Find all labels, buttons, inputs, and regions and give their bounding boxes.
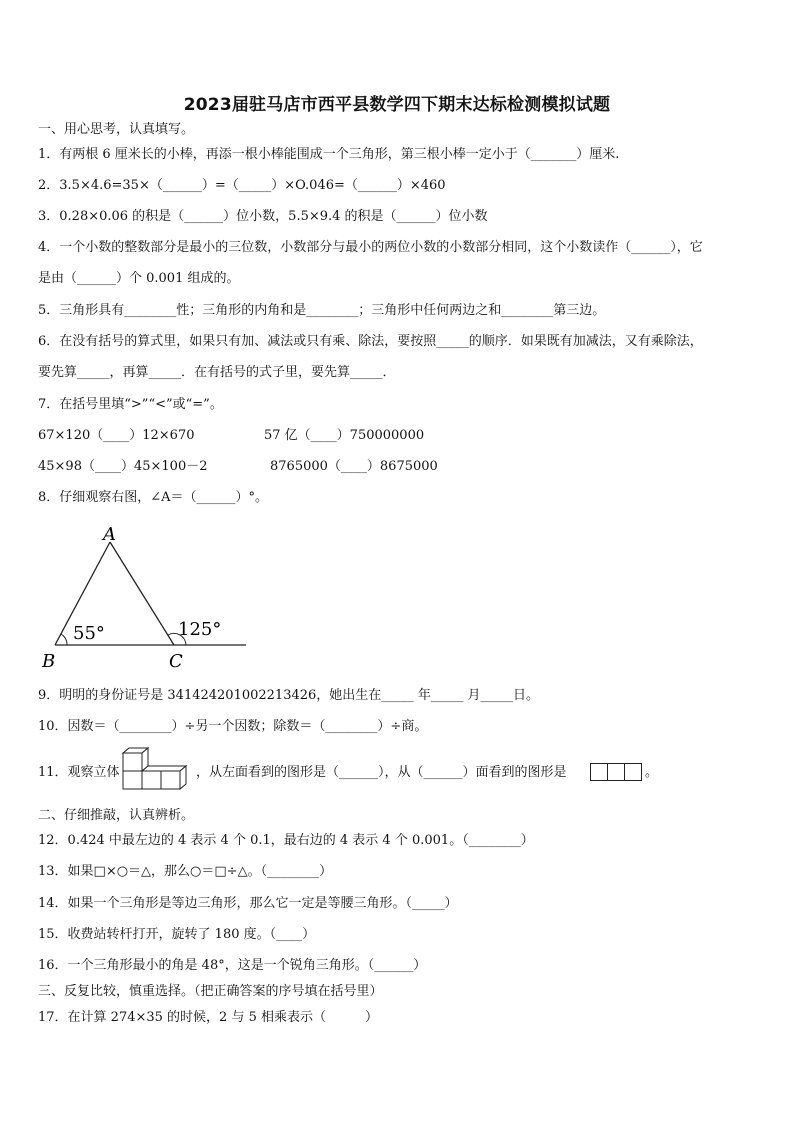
vertex-c-label: C: [169, 651, 183, 672]
page-title: 2023届驻马店市西平县数学四下期末达标检测模拟试题: [183, 95, 611, 115]
question-4-line-2: 是由（______）个 0.001 组成的。: [38, 271, 240, 286]
question-1: 1．有两根 6 厘米长的小棒，再添一根小棒能围成一个三角形，第三根小棒一定小于（_______）厘米.: [38, 147, 620, 162]
square-cell: [625, 764, 641, 780]
question-11-text: ，从左面看到的图形是（______），从（______）面看到的图形是: [196, 765, 567, 780]
angle-c-value: 125°: [178, 619, 222, 640]
side-ac-line: [110, 542, 174, 645]
question-10: 10．因数＝（________）÷另一个因数；除数＝（________）÷商。: [38, 719, 428, 734]
section-heading-3: 三、反复比较，慎重选择。（把正确答案的序号填在括号里）: [38, 984, 383, 999]
question-16: 16．一个三角形最小的角是 48°，这是一个锐角三角形。（______）: [38, 958, 427, 973]
question-7-row-1-right: 57 亿（____）750000000: [264, 428, 425, 443]
question-8: 8．仔细观察右图，∠A＝（______）°。: [38, 490, 269, 505]
angle-b-arc: [61, 634, 67, 645]
question-2: 2．3.5×4.6=35×（______）=（_____）×O.046=（______）×460: [38, 178, 446, 193]
question-4-line-1: 4．一个小数的整数部分是最小的三位数，小数部分与最小的两位小数的小数部分相同，这个小数读作（______），它: [38, 240, 703, 255]
vertex-b-label: B: [42, 651, 56, 672]
question-7-row-2-right: 8765000（____）8675000: [270, 459, 438, 474]
square-cell: [591, 764, 608, 780]
section-heading-2: 二、仔细推敲，认真辨析。: [38, 808, 195, 823]
question-5: 5．三角形具有________性；三角形的内角和是________；三角形中任何两边之和________第三边。: [38, 303, 606, 318]
question-7-row-1-left: 67×120（____）12×670: [38, 428, 195, 443]
top-cube: [123, 748, 148, 771]
question-13: 13．如果□×○＝△，那么○＝□÷△。（________）: [38, 864, 333, 879]
square-cell: [608, 764, 625, 780]
question-12: 12．0.424 中最左边的 4 表示 4 个 0.1，最右边的 4 表示 4 个 0.001。（________）: [38, 833, 534, 848]
angle-b-value: 55°: [73, 623, 105, 644]
question-11-end: 。: [645, 765, 659, 780]
question-6-line-2: 要先算_____，再算_____．在有括号的式子里，要先算_____．: [38, 365, 396, 380]
question-3: 3．0.28×0.06 的积是（______）位小数，5.5×9.4 的积是（______）位小数: [38, 209, 488, 224]
triangle-figure: [30, 522, 260, 672]
cube-stack-figure: [117, 745, 193, 793]
question-6-line-1: 6．在没有括号的算式里，如果只有加、减法或只有乘、除法，要按照_____的顺序．如果既有加减法，又有乘除法，: [38, 334, 703, 349]
vertex-a-label: A: [103, 524, 116, 545]
question-17: 17．在计算 274×35 的时候，2 与 5 相乘表示（ ）: [38, 1010, 378, 1025]
section-heading-1: 一、用心思考，认真填写。: [38, 122, 195, 137]
question-14: 14．如果一个三角形是等边三角形，那么它一定是等腰三角形。（_____）: [38, 896, 458, 911]
question-15: 15．收费站转杆打开，旋转了 180 度。（____）: [38, 927, 316, 942]
three-square-figure: [590, 763, 642, 781]
question-7: 7．在括号里填“>”“<”或“=”。: [38, 397, 223, 412]
question-11-prefix: 11．观察立体: [38, 765, 120, 780]
question-7-row-2-left: 45×98（____）45×100－2: [38, 459, 208, 474]
question-9: 9．明明的身份证号是 341424201002213426，她出生在_____ 年_____ 月_____日。: [38, 688, 540, 703]
